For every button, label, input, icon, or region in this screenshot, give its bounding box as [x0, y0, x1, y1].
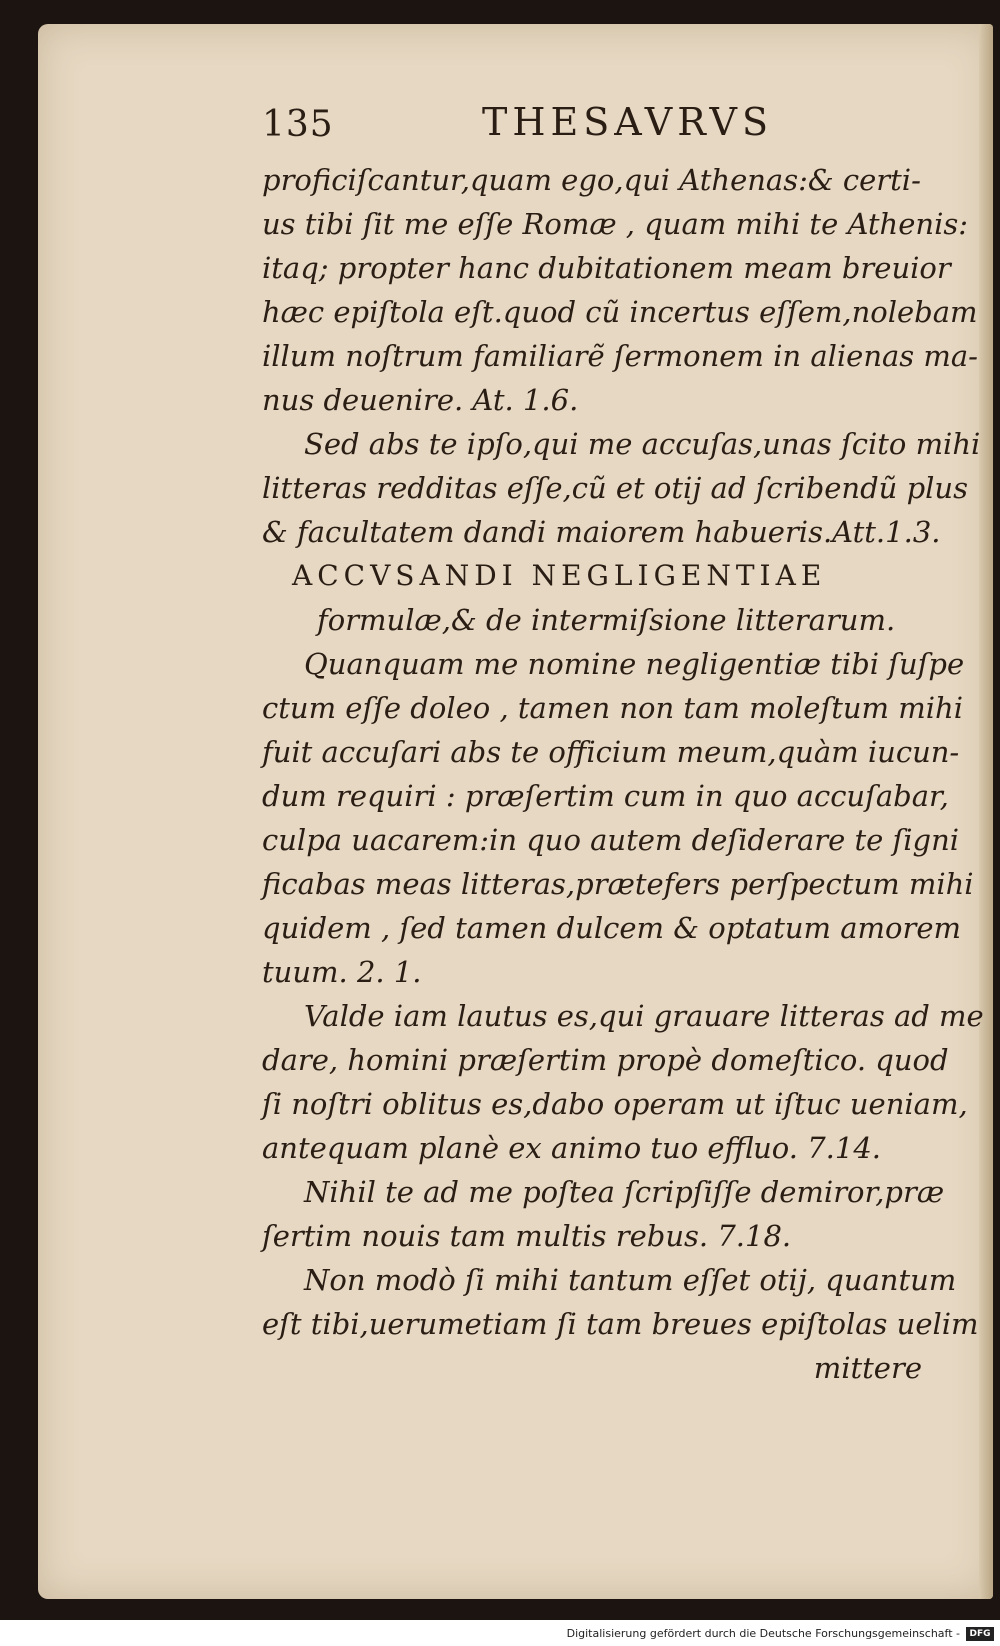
catchword: mittere — [813, 1351, 922, 1385]
page-header — [262, 90, 902, 150]
text-line: tuum. 2. 1. — [262, 955, 422, 989]
body-text — [262, 158, 982, 1390]
text-line: ſertim nouis tam multis rebus. 7.18. — [262, 1219, 792, 1253]
text-line: antequam planè ex animo tuo effluo. 7.14. — [262, 1131, 881, 1165]
text-line: Quanquam me nomine negligentiæ tibi ſuſpe — [304, 647, 965, 681]
dfg-logo-icon: DFG — [966, 1627, 994, 1641]
running-title: THESAVRVS — [482, 100, 773, 144]
text-line: ficabas meas litteras,prætefers perſpectum mihi — [262, 867, 974, 901]
text-line: proficiſcantur,quam ego,qui Athenas:& certi- — [262, 163, 921, 197]
text-line: itaq; propter hanc dubitationem meam breuior — [262, 251, 951, 285]
text-line: ſi noſtri oblitus es,dabo operam ut iſtuc ueniam, — [262, 1087, 968, 1121]
text-line: nus deuenire. At. 1.6. — [262, 383, 579, 417]
section-heading: ACCVSANDI NEGLIGENTIAE — [292, 559, 827, 592]
text-line: dum requiri : præſertim cum in quo accuſabar, — [262, 779, 949, 813]
digitization-footer — [0, 1624, 1000, 1646]
text-line: & facultatem dandi maiorem habueris.Att.1.3. — [262, 515, 941, 549]
text-line: hæc epiſtola eſt.quod cũ incertus eſſem,nolebam — [262, 295, 978, 329]
text-line: quidem , ſed tamen dulcem & optatum amorem — [262, 911, 962, 945]
text-line: Valde iam lautus es,qui grauare litteras ad me — [304, 999, 984, 1033]
text-line: fuit accuſari abs te officium meum,quàm iucun- — [262, 735, 960, 769]
text-line: culpa uacarem:in quo autem deſiderare te ſigni — [262, 823, 960, 857]
section-subheading: formulæ,& de intermiſsione litterarum. — [317, 603, 896, 637]
text-line: eſt tibi,uerumetiam ſi tam breues epiſtolas uelim — [262, 1307, 979, 1341]
page-number: 135 — [262, 104, 334, 145]
text-line: us tibi ſit me eſſe Romæ , quam mihi te Athenis: — [262, 207, 968, 241]
text-line: Non modò ſi mihi tantum eſſet otij, quantum — [304, 1263, 957, 1297]
text-line: dare, homini præſertim propè domeſtico. quod — [262, 1043, 949, 1077]
text-line: Sed abs te ipſo,qui me accuſas,unas ſcito mihi — [304, 427, 981, 461]
text-line: Nihil te ad me poſtea ſcripſiſſe demiror,præ — [304, 1175, 945, 1209]
text-line: litteras redditas eſſe,cũ et otij ad ſcribendũ plus — [262, 471, 968, 505]
text-line: illum noſtrum familiarẽ ſermonem in alienas ma- — [262, 339, 978, 373]
funding-note: Digitalisierung gefördert durch die Deutsche Forschungsgemeinschaft - — [566, 1627, 960, 1640]
text-line: ctum eſſe doleo , tamen non tam moleſtum mihi — [262, 691, 963, 725]
